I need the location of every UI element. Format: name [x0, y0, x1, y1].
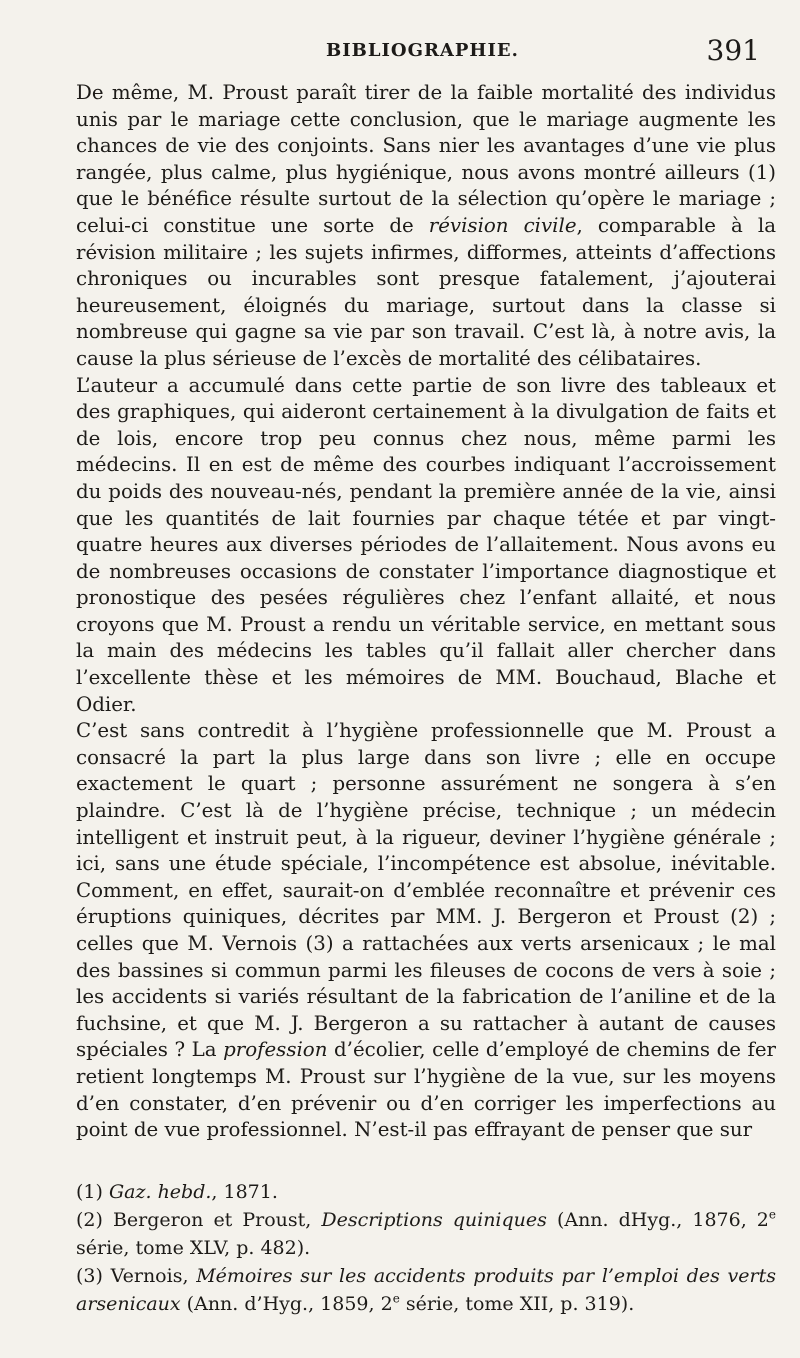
footnote-text: série, tome XII, p. 319).: [399, 1293, 635, 1315]
footnote-text: (Ann. dHyg., 1876, 2: [546, 1209, 769, 1231]
paragraph-text: d’écolier, celle d’employé de chemins de fer retient longtemps M. Proust sur l’hygiène de la vue, sur les moyens d’en constater, d’en prévenir ou d’en corriger les imperfections au point de vue professionnel. N’est-il pas effrayant de penser que sur: [76, 1038, 776, 1142]
body-text: [76, 80, 776, 1144]
footnote-number: (2): [76, 1209, 103, 1231]
footnote-italic: Mémoires sur les accidents produits par l’emploi des verts arsenicaux: [76, 1265, 776, 1315]
superscript: e: [768, 1207, 776, 1222]
footnote-italic: Descriptions quiniques: [321, 1209, 547, 1231]
paragraph-text: L’auteur a accumulé dans cette partie de son livre des tableaux et des graphiques, qui aideront certainement à la divulgation de faits et de lois, encore trop peu connus chez nous, même parmi les médecins. Il en est de même des courbes indiquant l’accroissement du poids des nouveau-nés, pendant la première année de la vie, ainsi que les quantités de lait fournies par chaque tétée et par vingt-quatre heures aux diverses périodes de l’allaitement. Nous avons eu de nombreuses occasions de constater l’importance diagnostique et pronostique des pesées régulières chez l’enfant allaité, et nous croyons que M. Proust a rendu un véritable service, en mettant sous la main des médecins les tables qu’il fallait aller chercher dans l’excellente thèse et les mémoires de MM. Bouchaud, Blache et Odier.: [76, 373, 776, 716]
footnote: [76, 1262, 776, 1318]
paragraph: [76, 718, 776, 1144]
paragraph: [76, 80, 776, 373]
footnote-text: Vernois,: [102, 1265, 197, 1287]
footnote: [76, 1178, 776, 1206]
footnote-number: (1): [76, 1181, 103, 1203]
footnote-number: (3): [76, 1265, 103, 1287]
footnotes: [76, 1178, 776, 1318]
italic-phrase: profession: [223, 1038, 328, 1062]
italic-phrase: révision civile: [428, 213, 577, 237]
page-number: 391: [706, 34, 760, 67]
page-header: [76, 34, 760, 70]
footnote: [76, 1206, 776, 1262]
footnote-text: série, tome XLV, p. 482).: [76, 1237, 311, 1259]
running-title: BIBLIOGRAPHIE.: [326, 40, 519, 61]
footnote-text: , 1871.: [211, 1181, 278, 1203]
footnote-italic: Gaz. hebd.: [108, 1181, 212, 1203]
paragraph-text: De même, M. Proust paraît tirer de la faible mortalité des individus unis par le mariage cette conclusion, que le mariage augmente les chances de vie des conjoints. Sans nier les avantages d’une vie plus rangée, plus calme, plus hygiénique, nous avons montré ailleurs (1) que le bénéfice résulte surtout de la sélection qu’opère le mariage ; celui-ci constitue une sorte de: [76, 81, 776, 237]
paragraph-text: , comparable à la révision militaire ; les sujets infirmes, difformes, atteints d’affections chroniques ou incurables sont presque fatalement, j’ajouterai heureusement, éloignés du mariage, surtout dans la classe si nombreuse qui gagne sa vie par son travail. C’est là, à notre avis, la cause la plus sérieuse de l’excès de mortalité des célibataires.: [76, 213, 776, 370]
footnote-text: Bergeron et Proust,: [102, 1209, 322, 1231]
paragraph-text: C’est sans contredit à l’hygiène professionnelle que M. Proust a consacré la part la plus large dans son livre ; elle en occupe exactement le quart ; personne assurément ne songera à s’en plaindre. C’est là de l’hygiène précise, technique ; un médecin intelligent et instruit peut, à la rigueur, deviner l’hygiène générale ; ici, sans une étude spéciale, l’incompétence est absolue, inévitable. Comment, en effet, saurait-on d’emblée reconnaître et prévenir ces éruptions quiniques, décrites par MM. J. Bergeron et Proust (2) ; celles que M. Vernois (3) a rattachées aux verts arsenicaux ; le mal des bassines si commun parmi les fileuses de cocons de vers à soie ; les accidents si variés résultant de la fabrication de l’aniline et de la fuchsine, et que M. J. Bergeron a su rattacher à autant de causes spéciales ? La: [76, 719, 776, 1062]
footnote-text: (Ann. d’Hyg., 1859, 2: [180, 1293, 393, 1315]
paragraph: [76, 373, 776, 719]
superscript: e: [392, 1291, 400, 1306]
